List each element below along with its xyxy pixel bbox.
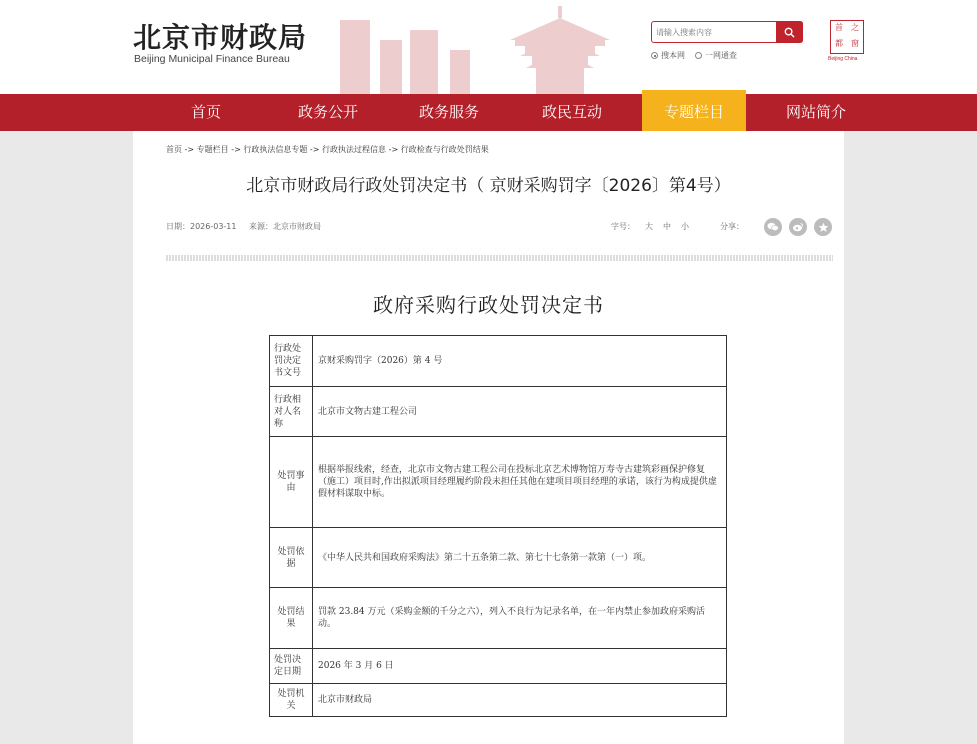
share-label: 分享： <box>720 222 744 231</box>
site-logo-title[interactable]: 北京市财政局 <box>133 21 308 54</box>
row-label: 处罚依据 <box>270 528 313 588</box>
table-row <box>270 528 727 588</box>
row-value: 根据举报线索，经查，北京市文物古建工程公司在投标北京艺术博物馆万寿寺古建筑彩画保护修复（施工）项目时,作出拟派项目经理履约阶段未担任其他在建项目项目经理的承诺，该行为构成提供虚假材料谋取中标。 <box>313 437 727 528</box>
main-navigation <box>0 94 977 131</box>
seal-char: 之 <box>851 23 859 32</box>
row-value: 北京市文物古建工程公司 <box>313 387 727 437</box>
row-value: 北京市财政局 <box>313 684 727 717</box>
share-buttons <box>764 218 832 236</box>
nav-about[interactable]: 网站简介 <box>785 103 846 121</box>
table-row <box>270 684 727 717</box>
radio-unchecked-icon <box>695 52 702 59</box>
radio-checked-icon <box>651 52 658 59</box>
weibo-icon[interactable] <box>789 218 807 236</box>
table-row <box>270 437 727 528</box>
nav-interaction[interactable]: 政民互动 <box>541 103 602 121</box>
font-size-switcher <box>611 221 689 232</box>
favorite-star-icon[interactable] <box>814 218 832 236</box>
table-row <box>270 588 727 649</box>
seal-char: 窗 <box>851 39 859 48</box>
article-panel <box>133 131 844 744</box>
seal-char: 都 <box>835 39 843 48</box>
font-size-label: 字号： <box>611 222 635 231</box>
article-source: 来源：北京市财政局 <box>249 222 322 231</box>
row-label: 处罚决定日期 <box>270 649 313 684</box>
penalty-decision-table <box>269 335 727 717</box>
site-header <box>0 0 977 94</box>
radio-all-search[interactable] <box>695 50 737 61</box>
row-value: 京财采购罚字（2026）第 4 号 <box>313 336 727 387</box>
radio-site-search[interactable] <box>651 50 685 61</box>
row-value: 2026 年 3 月 6 日 <box>313 649 727 684</box>
row-value: 罚款 23.84 万元（采购金额的千分之六），列入不良行为记录名单，在一年内禁止参加政府采购活动。 <box>313 588 727 649</box>
nav-special-topics[interactable]: 专题栏目 <box>642 90 746 131</box>
row-label: 行政相对人名称 <box>270 387 313 437</box>
row-label: 行政处罚决定书文号 <box>270 336 313 387</box>
nav-government-affairs[interactable]: 政务公开 <box>297 103 358 121</box>
seal-char: 首 <box>835 23 843 32</box>
font-size-medium[interactable]: 中 <box>663 222 671 231</box>
article-title: 北京市财政局行政处罚决定书（ 京财采购罚字〔2026〕第4号） <box>246 176 731 196</box>
table-row <box>270 387 727 437</box>
font-size-small[interactable]: 小 <box>681 222 689 231</box>
row-label: 处罚结果 <box>270 588 313 649</box>
temple-skyline-illustration <box>300 0 640 94</box>
search-box <box>651 21 803 43</box>
wechat-icon[interactable] <box>764 218 782 236</box>
capital-window-seal[interactable] <box>830 20 864 54</box>
search-button[interactable] <box>776 21 803 43</box>
breadcrumb[interactable]: 首页 -> 专题栏目 -> 行政执法信息专题 -> 行政执法过程信息 -> 行政检查与行政处罚结果 <box>166 145 489 154</box>
title-divider <box>166 255 833 261</box>
search-input[interactable] <box>656 24 772 40</box>
search-icon <box>784 27 795 38</box>
site-logo-subtitle: Beijing Municipal Finance Bureau <box>134 53 290 65</box>
nav-government-services[interactable]: 政务服务 <box>418 103 479 121</box>
table-row <box>270 649 727 684</box>
row-label: 处罚事由 <box>270 437 313 528</box>
row-value: 《中华人民共和国政府采购法》第二十五条第二款、第七十七条第一款第（一）项。 <box>313 528 727 588</box>
article-date: 日期：2026-03-11 <box>166 222 237 231</box>
radio-label: 搜本网 <box>661 51 685 60</box>
radio-label: 一网通查 <box>705 51 737 60</box>
article-meta <box>166 221 321 232</box>
seal-caption: Beijing China <box>828 56 858 62</box>
nav-home[interactable]: 首页 <box>190 103 221 121</box>
row-label: 处罚机关 <box>270 684 313 717</box>
font-size-large[interactable]: 大 <box>645 222 653 231</box>
search-scope-options <box>651 50 737 61</box>
table-row <box>270 336 727 387</box>
document-heading: 政府采购行政处罚决定书 <box>373 293 604 317</box>
